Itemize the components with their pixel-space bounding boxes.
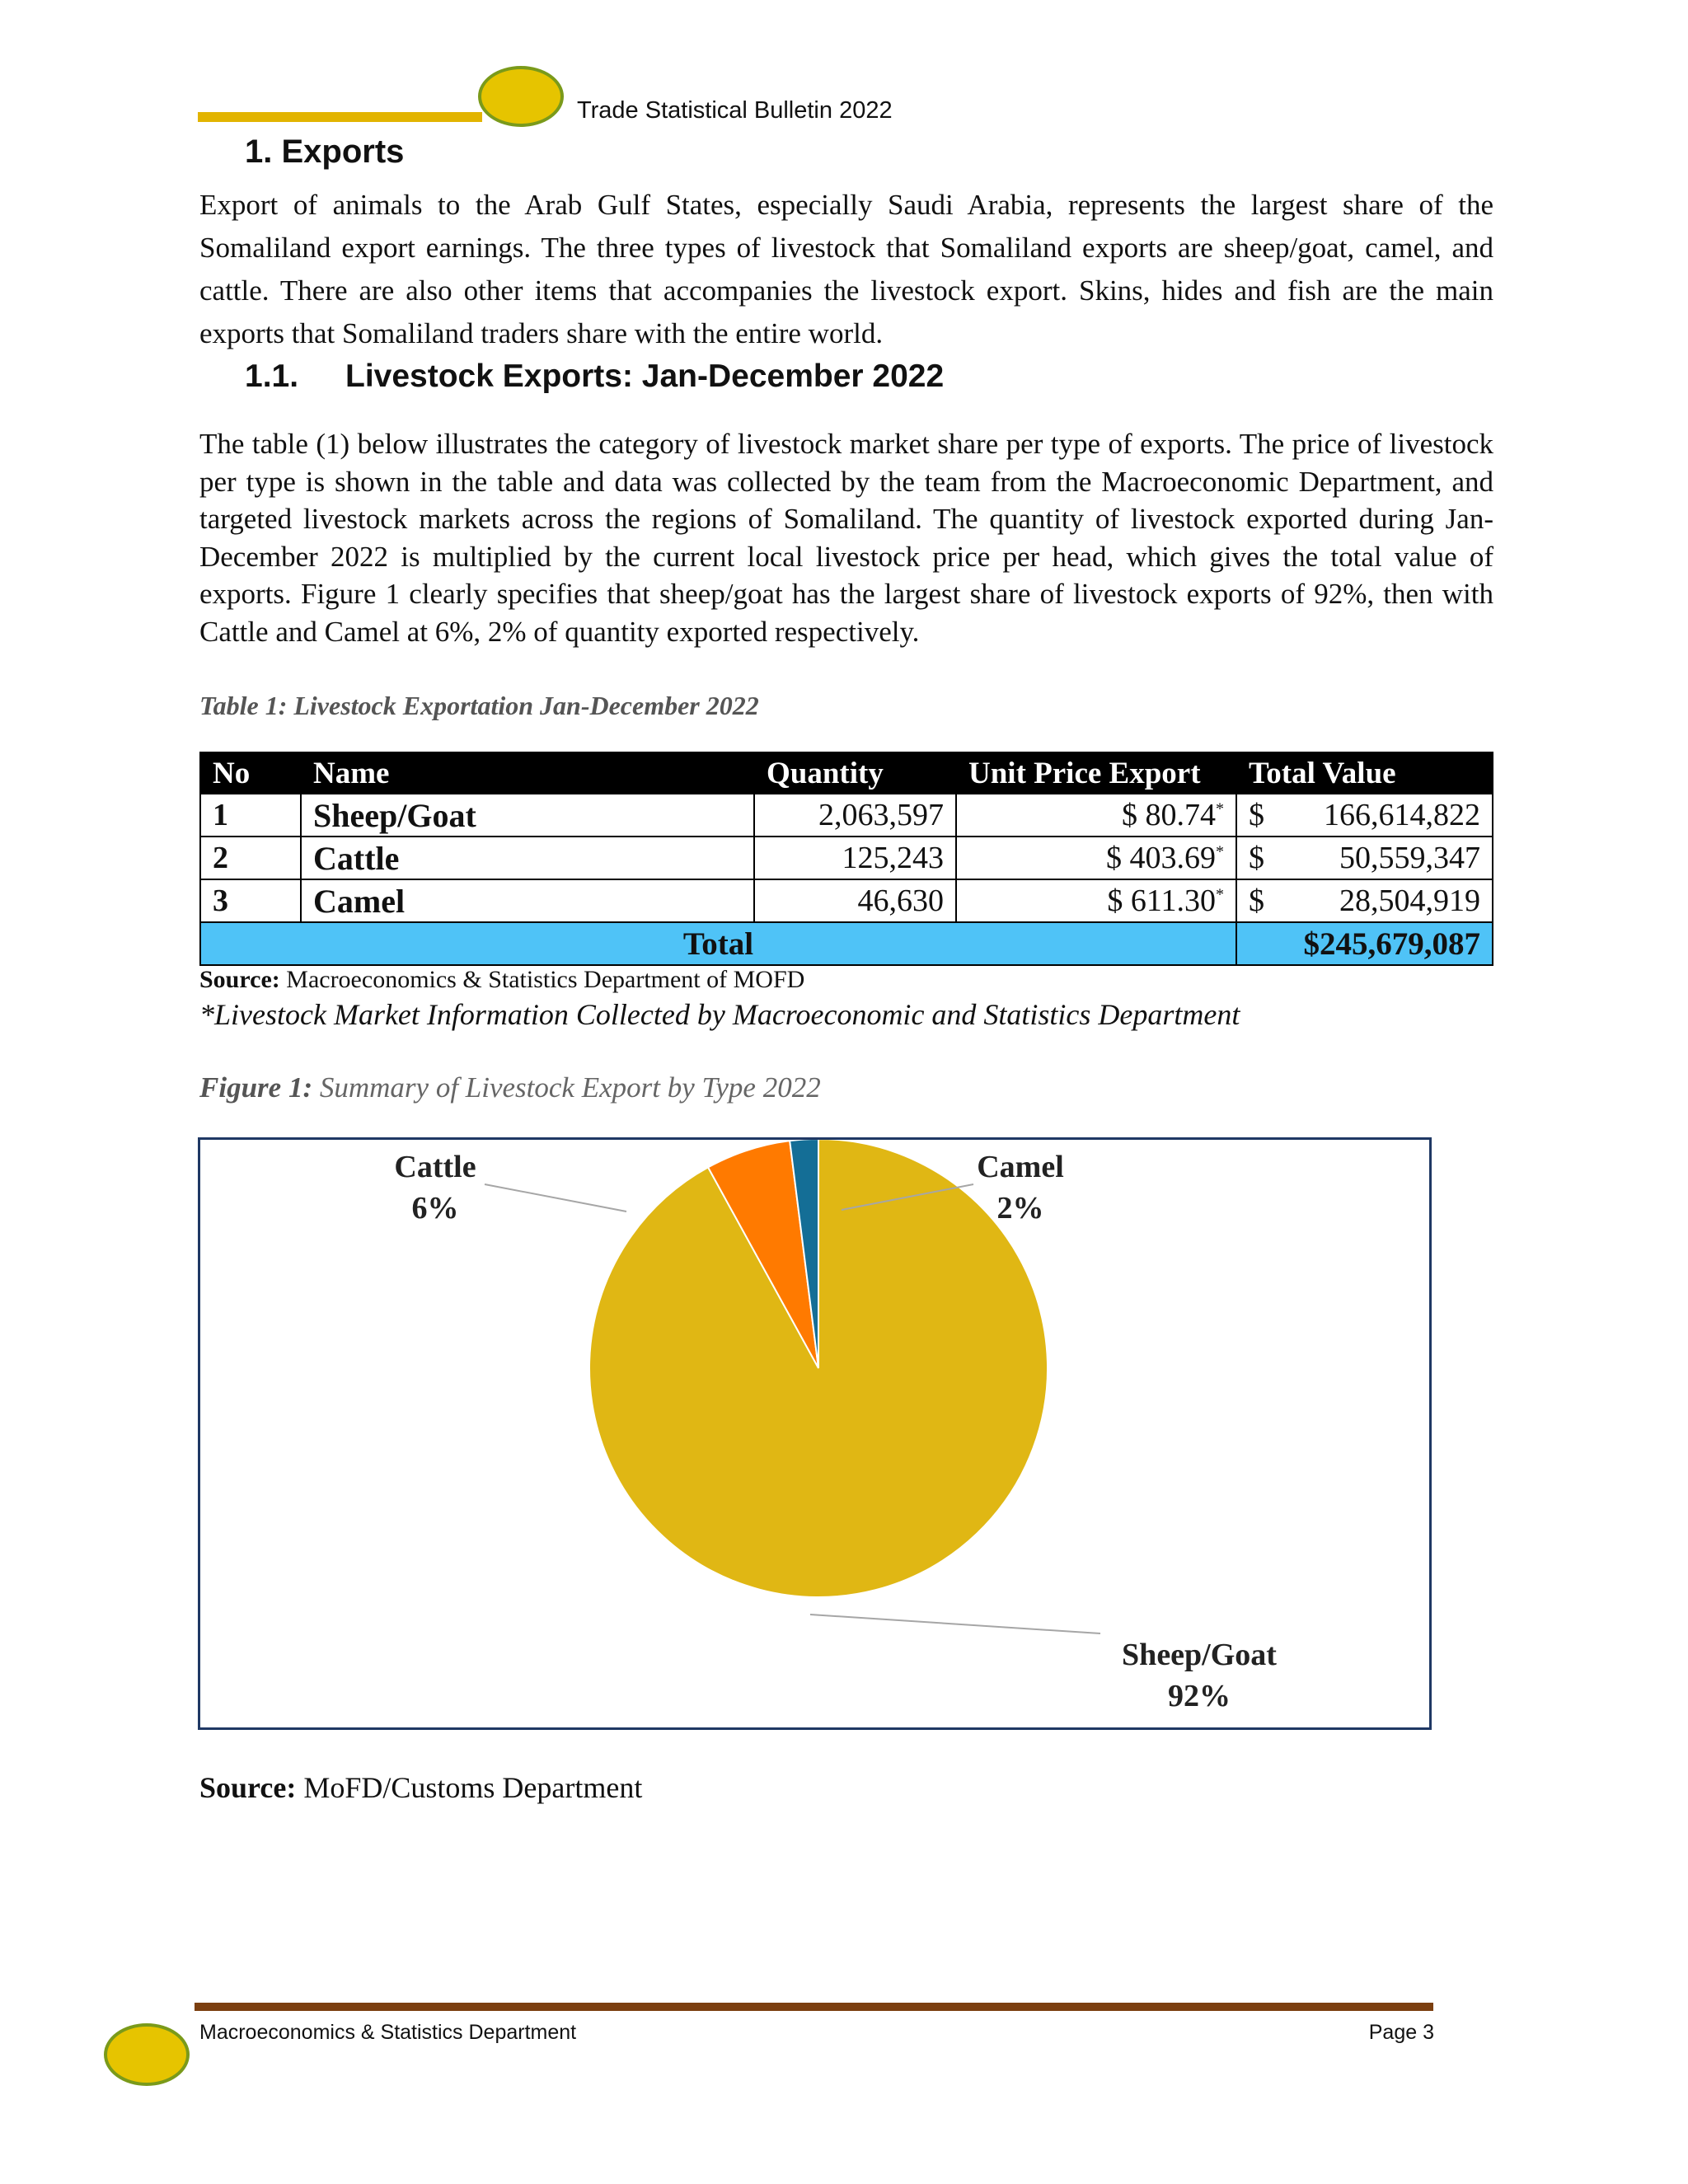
leader-line xyxy=(810,1615,1100,1633)
section-title: Livestock Exports: Jan-December 2022 xyxy=(345,359,945,394)
price-footnote-mark: * xyxy=(1216,885,1224,904)
pie-chart-frame xyxy=(198,1137,1432,1730)
cell-price xyxy=(956,879,1236,922)
table-footnote: *Livestock Market Information Collected by Macroeconomic and Statistics Department xyxy=(199,998,1240,1031)
table-caption: Table 1: Livestock Exportation Jan-December 2022 xyxy=(199,691,759,720)
figure-label: Figure 1: xyxy=(199,1071,313,1104)
currency-sign: $ xyxy=(1249,841,1264,875)
section-heading-exports: 1. Exports xyxy=(245,134,405,170)
table-row xyxy=(200,794,1493,837)
cell-quantity: 46,630 xyxy=(754,879,956,922)
slice-percent-label: 2% xyxy=(996,1191,1044,1226)
livestock-table xyxy=(199,752,1493,966)
section-heading-livestock xyxy=(245,359,944,395)
value-amount: 50,559,347 xyxy=(1339,841,1480,875)
figure-title: Summary of Livestock Export by Type 2022 xyxy=(312,1071,821,1104)
cell-name: Camel xyxy=(301,879,754,922)
cell-no: 1 xyxy=(200,794,301,837)
value-amount: 166,614,822 xyxy=(1324,798,1480,832)
col-unit-price: Unit Price Export xyxy=(956,752,1236,794)
price-footnote-mark: * xyxy=(1216,842,1224,861)
slice-category-label: Sheep/Goat xyxy=(1122,1638,1277,1672)
footer-emblem-icon xyxy=(104,2023,190,2086)
cell-quantity: 125,243 xyxy=(754,837,956,879)
section-number: 1.1. xyxy=(245,359,299,394)
price-value: $ 611.30 xyxy=(1107,883,1216,918)
slice-percent-label: 92% xyxy=(1168,1679,1231,1713)
exports-paragraph: Export of animals to the Arab Gulf States, especially Saudi Arabia, represents the largest share of the Somaliland export earnings. The three types of livestock that Somaliland exports are sheep/goat, camel, and cattle. There are also other items that accompanies the livestock export. Skins, hides and fish are the main exports that Somaliland traders share with the entire world. xyxy=(199,189,1493,349)
currency-sign: $ xyxy=(1249,798,1264,832)
chart-source xyxy=(199,1770,642,1805)
slice-category-label: Camel xyxy=(977,1150,1064,1184)
table-total-row xyxy=(200,922,1493,965)
col-total-value: Total Value xyxy=(1236,752,1493,794)
price-value: $ 403.69 xyxy=(1106,841,1216,875)
value-amount: 28,504,919 xyxy=(1339,883,1480,918)
leader-line xyxy=(485,1184,626,1212)
source-text: MoFD/Customs Department xyxy=(296,1771,643,1804)
currency-sign: $ xyxy=(1249,883,1264,918)
cell-value xyxy=(1236,879,1493,922)
footer-department: Macroeconomics & Statistics Department xyxy=(199,2021,577,2044)
source-text: Macroeconomics & Statistics Department of MOFD xyxy=(279,966,805,993)
page-number: Page 3 xyxy=(1368,2021,1434,2044)
price-value: $ 80.74 xyxy=(1122,798,1216,832)
figure-caption xyxy=(199,1071,821,1104)
total-value: $245,679,087 xyxy=(1236,922,1493,965)
col-name: Name xyxy=(301,752,754,794)
cell-value xyxy=(1236,794,1493,837)
livestock-paragraph: The table (1) below illustrates the category of livestock market share per type of exports. The price of livestock per type is shown in the table and data was collected by the team from the Macroeconomic Department, and targeted livestock markets across the regions of Somaliland. The quantity of livestock exported during Jan-December 2022 is multiplied by the current local livestock price per head, which gives the total value of exports. Figure 1 clearly specifies that sheep/goat has the largest share of livestock exports of 92%, then with Cattle and Camel at 6%, 2% of quantity exported respectively. xyxy=(199,428,1493,648)
table-row xyxy=(200,879,1493,922)
cell-no: 2 xyxy=(200,837,301,879)
cell-value xyxy=(1236,837,1493,879)
table-row xyxy=(200,837,1493,879)
national-emblem-icon xyxy=(478,66,564,127)
total-label: Total xyxy=(200,922,1236,965)
table-source xyxy=(199,966,804,994)
bulletin-title: Trade Statistical Bulletin 2022 xyxy=(577,97,893,124)
col-no: No xyxy=(200,752,301,794)
header-accent-bar xyxy=(198,112,482,122)
price-footnote-mark: * xyxy=(1216,799,1224,818)
cell-price xyxy=(956,794,1236,837)
slice-category-label: Cattle xyxy=(394,1150,476,1184)
source-label: Source: xyxy=(199,966,280,993)
cell-no: 3 xyxy=(200,879,301,922)
pie-chart xyxy=(200,1140,1429,1727)
slice-percent-label: 6% xyxy=(411,1191,459,1226)
source-label: Source: xyxy=(199,1771,297,1804)
footer-rule xyxy=(195,2003,1433,2011)
cell-quantity: 2,063,597 xyxy=(754,794,956,837)
table-header-row xyxy=(200,752,1493,794)
col-quantity: Quantity xyxy=(754,752,956,794)
cell-name: Cattle xyxy=(301,837,754,879)
cell-name: Sheep/Goat xyxy=(301,794,754,837)
cell-price xyxy=(956,837,1236,879)
